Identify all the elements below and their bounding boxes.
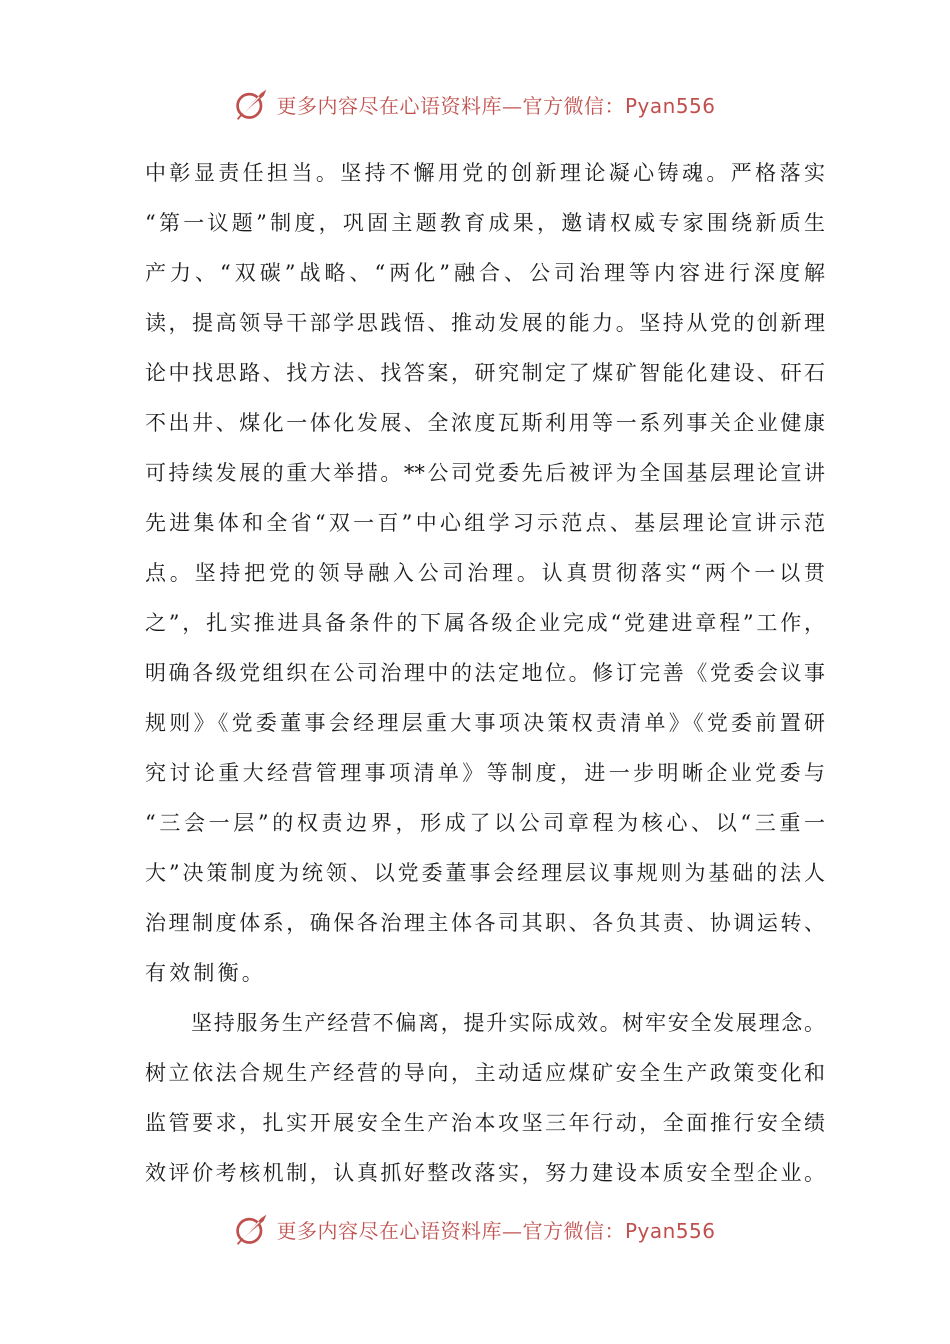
body-line: 可持续发展的重大举措。**公司党委先后被评为全国基层理论宣讲	[145, 461, 825, 485]
watermark-label: 更多内容尽在心语资料库—官方微信：	[276, 1218, 625, 1243]
body-line: 先进集体和全省“双一百”中心组学习示范点、基层理论宣讲示范	[145, 511, 825, 535]
body-line: 产力、“双碳”战略、“两化”融合、公司治理等内容进行深度解	[145, 261, 825, 285]
body-line: 效评价考核机制，认真抓好整改落实，努力建设本质安全型企业。	[145, 1161, 825, 1185]
document-body	[145, 148, 825, 1198]
body-line: 大”决策制度为统领、以党委董事会经理层议事规则为基础的法人	[145, 861, 825, 885]
watermark-id: Pyan556	[624, 1218, 716, 1243]
watermark-text	[276, 90, 715, 119]
body-line: 读，提高领导干部学思践悟、推动发展的能力。坚持从党的创新理	[145, 311, 825, 335]
body-line: 规则》《党委董事会经理层重大事项决策权责清单》《党委前置研	[145, 711, 825, 735]
paragraph-start-line: 坚持服务生产经营不偏离，提升实际成效。树牢安全发展理念。	[191, 1011, 825, 1035]
body-line: 有效制衡。	[145, 961, 266, 985]
quill-logo-icon	[234, 1211, 270, 1247]
body-line: 之”，扎实推进具备条件的下属各级企业完成“党建进章程”工作，	[145, 611, 825, 635]
body-line: 树立依法合规生产经营的导向，主动适应煤矿安全生产政策变化和	[145, 1061, 825, 1085]
watermark-banner-top	[0, 84, 950, 124]
body-line: 明确各级党组织在公司治理中的法定地位。修订完善《党委会议事	[145, 661, 825, 685]
watermark-id: Pyan556	[624, 93, 716, 118]
body-line: 究讨论重大经营管理事项清单》等制度，进一步明晰企业党委与	[145, 761, 825, 785]
body-line: 不出井、煤化一体化发展、全浓度瓦斯利用等一系列事关企业健康	[145, 411, 825, 435]
body-line: 中彰显责任担当。坚持不懈用党的创新理论凝心铸魂。严格落实	[145, 161, 825, 185]
body-line: 监管要求，扎实开展安全生产治本攻坚三年行动，全面推行安全绩	[145, 1111, 825, 1135]
body-line: 治理制度体系，确保各治理主体各司其职、各负其责、协调运转、	[145, 911, 825, 935]
watermark-text	[276, 1215, 715, 1244]
body-line: 论中找思路、找方法、找答案，研究制定了煤矿智能化建设、矸石	[145, 361, 825, 385]
quill-logo-icon	[234, 86, 270, 122]
body-line: “三会一层”的权责边界，形成了以公司章程为核心、以“三重一	[145, 811, 825, 835]
watermark-banner-bottom	[0, 1209, 950, 1249]
watermark-label: 更多内容尽在心语资料库—官方微信：	[276, 93, 625, 118]
body-line: 点。坚持把党的领导融入公司治理。认真贯彻落实“两个一以贯	[145, 561, 825, 585]
body-line: “第一议题”制度，巩固主题教育成果，邀请权威专家围绕新质生	[145, 211, 825, 235]
